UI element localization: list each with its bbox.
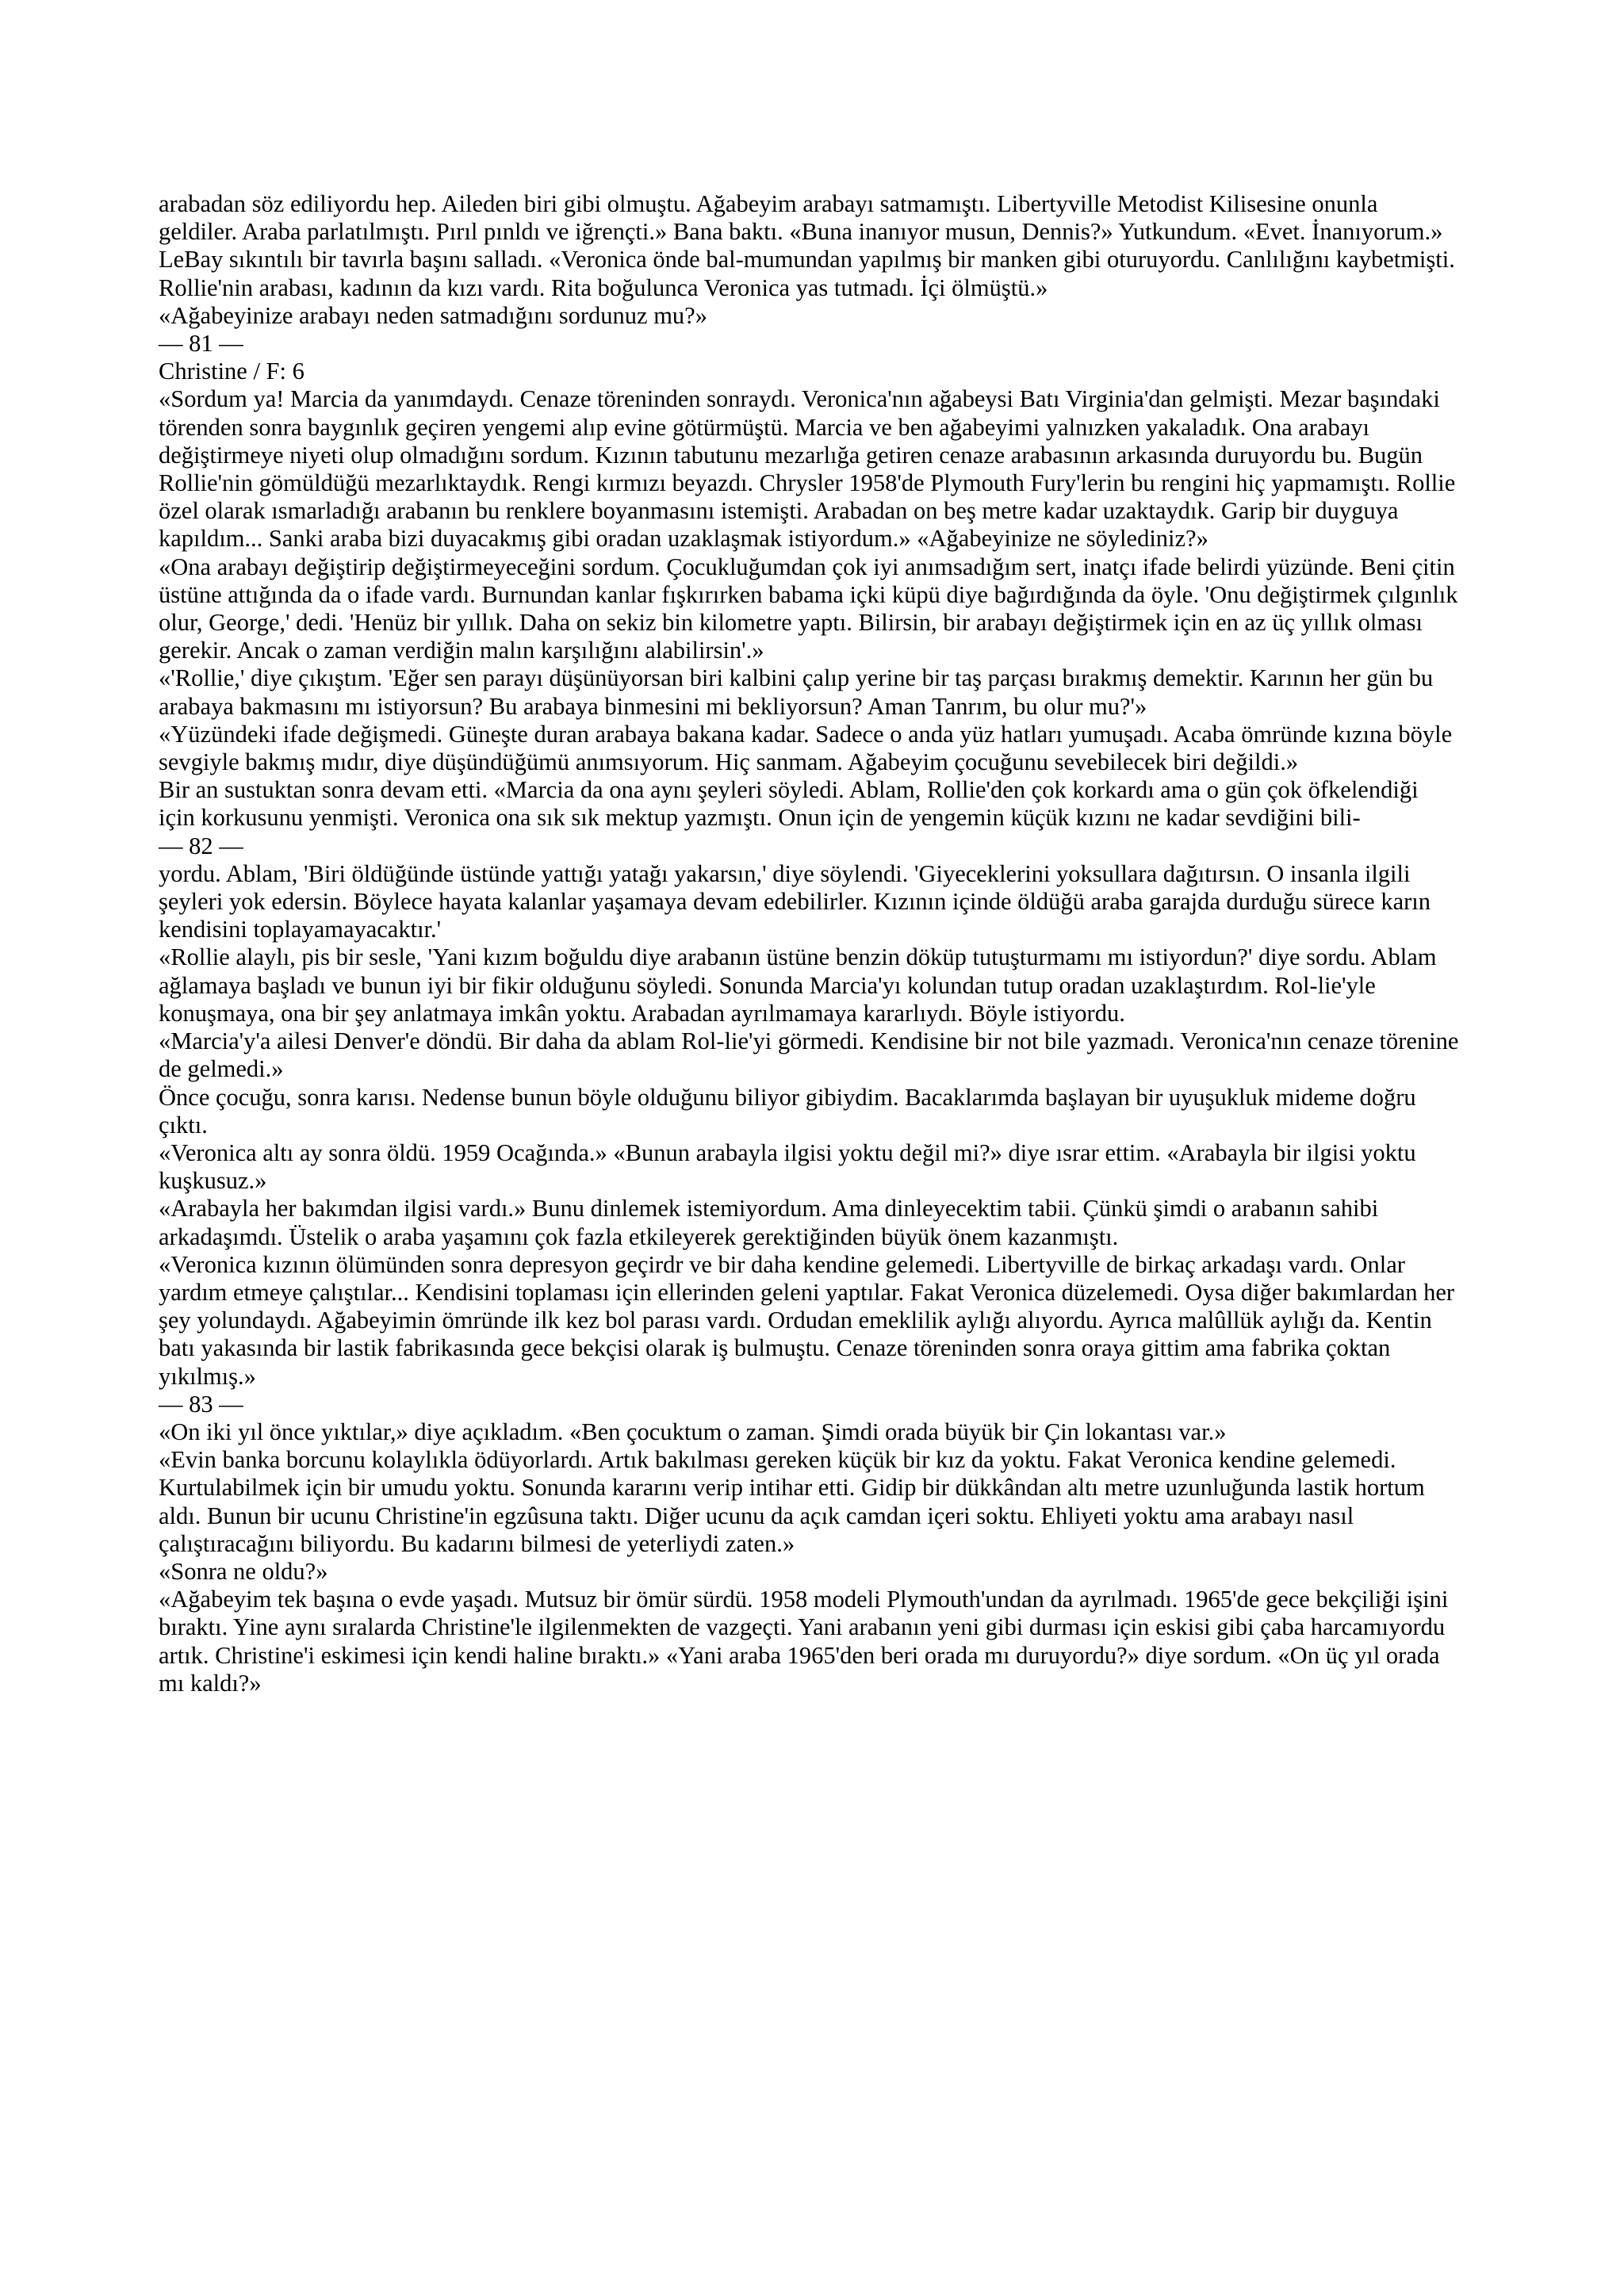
- paragraph: arabadan söz ediliyordu hep. Aileden biri gibi olmuştu. Ağabeyim arabayı satmamıştı. Libertyville Metodist Kilisesine onunla geldiler. Araba parlatılmıştı. Pırıl pınldı ve iğrençti.» Bana baktı. «Buna inanıyor musun, Dennis?» Yutkundum. «Evet. İnanıyorum.»: [159, 190, 1443, 246]
- paragraph: «Ona arabayı değiştirip değiştirmeyeceğini sordum. Çocukluğumdan çok iyi anımsadığım sert, inatçı ifade belirdi yüzünde. Beni çitin üstüne attığında da o ifade vardı. Burnundan kanlar fışkırırken babama içki küpü diye bağırdığında da öyle. 'Onu değiştirmek çılgınlık olur, George,' dedi. 'Henüz bir yıllık. Daha on sekiz bin kilometre yaptı. Bilirsin, bir arabayı değiştirmek için en az üç yıllık olması gerekir. Ancak o zaman verdiğin malın karşılığını alabilirsin'.»: [159, 553, 1465, 664]
- paragraph: «'Rollie,' diye çıkıştım. 'Eğer sen parayı düşünüyorsan biri kalbini çalıp yerine bir taş parçası bırakmış demektir. Karının her gün bu arabaya bakmasını mı istiyorsun? Bu arabaya binmesini mi bekliyorsun? Aman Tanrım, bu olur mu?'»: [159, 664, 1439, 720]
- paragraph: «Veronica altı ay sonra öldü. 1959 Ocağında.» «Bunun arabayla ilgisi yoktu değil mi?» diye ısrar ettim. «Arabayla bir ilgisi yoktu kuşkusuz.»: [159, 1138, 1423, 1195]
- page-number: — 82 —: [159, 832, 243, 859]
- paragraph: «Marcia'y'a ailesi Denver'e döndü. Bir daha da ablam Rol-lie'yi görmedi. Kendisine bir not bile yazmadı. Veronica'nın cenaze törenine de gelmedi.»: [159, 1027, 1465, 1083]
- paragraph: «Arabayla her bakımdan ilgisi vardı.» Bunu dinlemek istemiyordum. Ama dinleyecektim tabii. Çünkü şimdi o arabanın sahibi arkadaşımdı. Üstelik o araba yaşamını çok fazla etkileyerek gerektiğinden büyük önem kazanmıştı.: [159, 1195, 1385, 1250]
- paragraph: «Ağabeyinize arabayı neden satmadığını sordunuz mu?»: [159, 301, 707, 329]
- paragraph: «Sordum ya! Marcia da yanımdaydı. Cenaze töreninden sonraydı. Veronica'nın ağabeysi Batı Virginia'dan gelmişti. Mezar başındaki törenden sonra baygınlık geçiren yengemi alıp evine götürmüştü. Marcia ve ben ağabeyimi yalnızken yakaladık. Ona arabayı değiştirmeye niyeti olup olmadığını sordum. Kızının tabutunu mezarlığa getiren cenaze arabasının arkasında duruyordu bu. Bugün Rollie'nin gömüldüğü mezarlıktaydık. Rengi kırmızı beyazdı. Chrysler 1958'de Plymouth Fury'lerin bu rengini hiç yapmamıştı. Rollie özel olarak ısmarladığı arabanın bu renklere boyanmasını istemişti. Arabadan on beş metre kadar uzaktaydık. Garip bir duyguya kapıldım... Sanki araba bizi duyacakmış gibi oradan uzaklaşmak istiyordum.» «Ağabeyinize ne söylediniz?»: [159, 385, 1461, 553]
- paragraph: yordu. Ablam, 'Biri öldüğünde üstünde yattığı yatağı yakarsın,' diye söylendi. 'Giyeceklerini yoksullara dağıtırsın. O insanla ilgili şeyleri yok edersin. Böylece hayata kalanlar yaşamaya devam edebilirler. Kızının içinde öldüğü araba garajda durduğu sürece karın kendisini toplayamayacaktır.': [159, 859, 1437, 943]
- page-number: — 81 —: [159, 330, 243, 358]
- paragraph: «On iki yıl önce yıktılar,» diye açıkladım. «Ben çocuktum o zaman. Şimdi orada büyük bir Çin lokantası var.»: [159, 1418, 1227, 1445]
- paragraph: «Sonra ne oldu?»: [159, 1557, 328, 1585]
- paragraph: Bir an sustuktan sonra devam etti. «Marcia da ona aynı şeyleri söyledi. Ablam, Rollie'den çok korkardı ama o gün çok öfkelendiği için korkusunu yenmişti. Veronica ona sık sık mektup yazmıştı. Onun için de yengemin küçük kızını ne kadar sevdiğini bili-: [159, 776, 1425, 832]
- paragraph: «Rollie alaylı, pis bir sesle, 'Yani kızım boğuldu diye arabanın üstüne benzin döküp tutuşturmamı mı istiyordun?' diye sordu. Ablam ağlamaya başladı ve bunun iyi bir fikir olduğunu söyledi. Sonunda Marcia'yı kolundan tutup oradan uzaklaştırdım. Rol-lie'yle konuşmaya, ona bir şey anlatmaya imkân yoktu. Arabadan ayrılmamaya kararlıydı. Böyle istiyordu.: [159, 943, 1443, 1027]
- paragraph: «Evin banka borcunu kolaylıkla ödüyorlardı. Artık bakılması gereken küçük bir kız da yoktu. Fakat Veronica kendine gelemedi. Kurtulabilmek için bir umudu yoktu. Sonunda kararını verip intihar etti. Gidip bir dükkândan altı metre uzunluğunda lastik hortum aldı. Bunun bir ucunu Christine'in egzûsuna taktı. Diğer ucunu da açık camdan içeri soktu. Ehliyeti yoktu ama arabayı nasıl çalıştıracağını biliyordu. Bu kadarını bilmesi de yeterliydi zaten.»: [159, 1446, 1431, 1557]
- paragraph: «Veronica kızının ölümünden sonra depresyon geçirdr ve bir daha kendine gelemedi. Libertyville de birkaç arkadaşı vardı. Onlar yardım etmeye çalıştılar... Kendisini toplaması için ellerinden geleni yaptılar. Fakat Veronica düzelemedi. Oysa diğer bakımlardan her şey yolundaydı. Ağabeyimin ömründe ilk kez bol parası vardı. Ordudan emeklilik aylığı alıyordu. Ayrıca malûllük aylığı da. Kentin batı yakasında bir lastik fabrikasında gece bekçisi olarak iş bulmuştu. Cenaze töreninden sonra oraya gittim ama fabrika çoktan yıkılmış.»: [159, 1250, 1461, 1390]
- paragraph: Önce çocuğu, sonra karısı. Nedense bunun böyle olduğunu biliyor gibiydim. Bacaklarımda başlayan bir uyuşukluk mideme doğru çıktı.: [159, 1083, 1423, 1138]
- paragraph: «Ağabeyim tek başına o evde yaşadı. Mutsuz bir ömür sürdü. 1958 modeli Plymouth'undan da ayrılmadı. 1965'de gece bekçiliği işini bıraktı. Yine aynı sıralarda Christine'le ilgilenmekten de vazgeçti. Yani arabanın yeni gibi durması için eskisi gibi çaba harcamıyordu artık. Christine'i eskimesi için kendi haline bıraktı.» «Yani araba 1965'den beri orada mı duruyordu?» diye sordum. «On üç yıl orada mı kaldı?»: [159, 1586, 1454, 1697]
- running-header: Christine / F: 6: [159, 358, 304, 385]
- paragraph: LeBay sıkıntılı bir tavırla başını salladı. «Veronica önde bal-mumundan yapılmış bir manken gibi oturuyordu. Canlılığını kaybetmişti. Rollie'nin arabası, kadının da kızı vardı. Rita boğulunca Veronica yas tutmadı. İçi ölmüştü.»: [159, 246, 1461, 301]
- document-page: [159, 190, 1465, 1697]
- page-number: — 83 —: [159, 1390, 243, 1418]
- paragraph: «Yüzündeki ifade değişmedi. Güneşte duran arabaya bakana kadar. Sadece o anda yüz hatları yumuşadı. Acaba ömründe kızına böyle sevgiyle bakmış mıdır, diye düşündüğümü anımsıyorum. Hiç sanmam. Ağabeyim çocuğunu sevebilecek biri değildi.»: [159, 720, 1458, 776]
